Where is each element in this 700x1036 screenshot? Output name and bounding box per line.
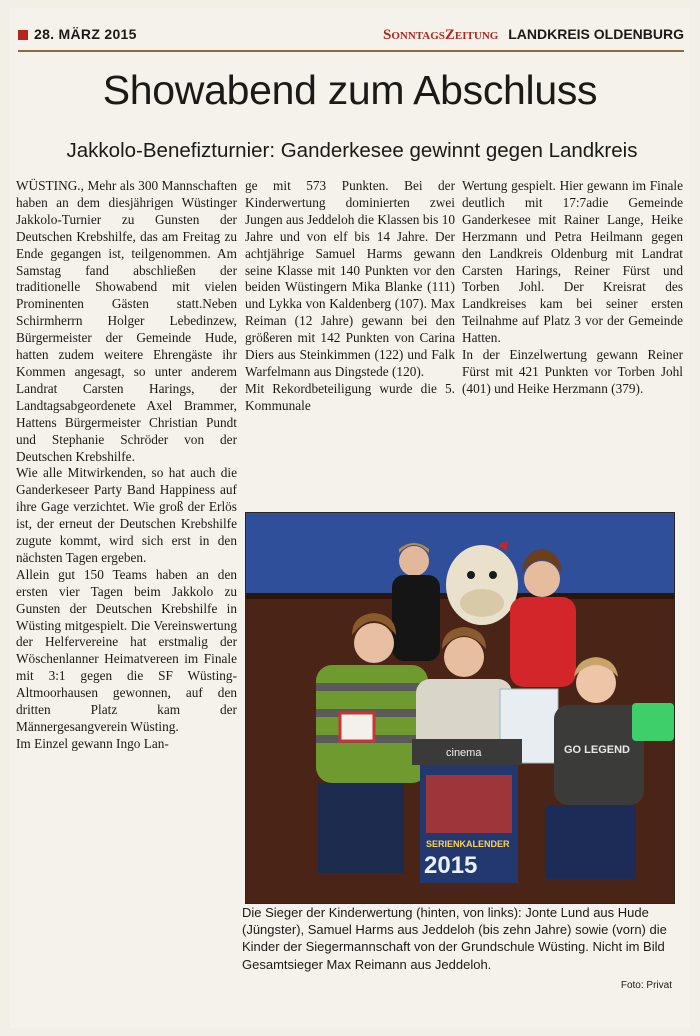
child-face xyxy=(354,623,394,663)
sweater-stripe xyxy=(316,683,428,691)
box-label: cinema xyxy=(446,747,482,759)
article-column-1 xyxy=(16,178,237,1003)
child-jacket xyxy=(392,575,440,661)
held-box xyxy=(340,713,374,741)
winners-photo xyxy=(245,512,675,904)
paragraph: Allein gut 150 Teams haben an den ersten vier Tagen beim Jakkolo zu Gunsten der Deutschen Krebshilfe in Wüsting mitgespielt. Die Vereinswertung der Helfervereine hat erstmalig der Wöschenlanner Heimatvereen im Finale mit 3:1 gegen die SF Wüsting-Altmoorhausen gewonnen, auf den dritten Platz kam der Männergesangverein Wüsting. xyxy=(16,566,237,734)
article-column-3 xyxy=(462,178,683,508)
calendar-year: 2015 xyxy=(424,852,478,879)
plush-snout xyxy=(460,589,504,617)
issue-date: 28. MÄRZ 2015 xyxy=(34,26,137,42)
child-face xyxy=(444,637,484,677)
child-face xyxy=(524,561,560,597)
paragraph: In der Einzelwertung gewann Reiner Fürst mit 421 Punkten vor Torben Johl (401) und Heike Herzmann (379). xyxy=(462,347,683,396)
plush-eye xyxy=(467,571,475,579)
brand xyxy=(383,26,684,44)
child-face xyxy=(399,546,429,576)
red-square-marker xyxy=(18,30,28,40)
photo-credit: Foto: Privat xyxy=(620,980,672,991)
child-jeans xyxy=(546,805,636,879)
paragraph: Wertung gespielt. Hier gewann im Finale deutlich mit 17:7adie Gemeinde Ganderkesee mit Rainer Lange, Heike Herzmann und Petra Heilmann gegen den Landkreis Oldenburg mit Landrat Carsten Harings, Reiner Fürst und Torben Johl. Der Kreisrat des Landkreises kam bei seiner ersten Teilnahme auf Platz 3 vor der Gemeinde Hatten. xyxy=(462,178,683,346)
newspaper-page xyxy=(10,8,690,1028)
region-name: LANDKREIS OLDENBURG xyxy=(508,26,684,42)
calendar-art xyxy=(426,775,512,833)
paragraph: ge mit 573 Punkten. Bei der Kinderwertung dominierten zwei Jungen aus Jeddeloh die Klassen bis 10 Jahre und von elf bis 14 Jahre. Der achtjährige Samuel Harms gewann seine Klasse mit 140 Punkten vor den beiden Wüstingern Mika Blanke (111) und Lykka von Kaldenberg (107). Max Reiman (12 Jahre) gewann bei den größeren mit 142 Punkten von Carina Diers aus Steinkimmen (122) und Falk Warfelmann aus Dingstede (120). xyxy=(245,178,455,379)
photo-illustration xyxy=(246,513,674,903)
paragraph: WÜSTING., Mehr als 300 Mannschaften haben an dem diesjährigen Wüstinger Jakkolo-Turnier zu Gunsten der Deutschen Krebshilfe, das am Freitag zu Ende gegangen ist, teilgenommen. Am Samstag fand abschließen der traditionelle Showabend mit vielen Prominenten Gästen statt.Neben Schirmherrn Holger Lebedinzew, Bürgermeister der Gemeinde Hude, hatten zudem weitere Ehrengäste ihr Kommen angesagt, so unter anderem Landrat Carsten Harings, der Landtagsabgeordenete Axel Brammer, Hattens Bürgermeister Christian Pundt und Stephanie Schröder von der Deutschen Krebshilfe. xyxy=(16,178,237,464)
masthead xyxy=(18,24,684,52)
paragraph: Wie alle Mitwirkenden, so hat auch die Ganderkeseer Party Band Happiness auf ihre Gage verzichtet. Wie groß der Erlös ist, der erneut der Deutschen Krebshilfe zugute kommt, wird sich erst in den nächsten Tagen ergeben. xyxy=(16,465,237,565)
shirt-print: GO LEGEND xyxy=(564,744,631,756)
headline: Showabend zum Abschluss xyxy=(102,67,598,113)
photo-caption: Die Sieger der Kinderwertung (hinten, von links): Jonte Lund aus Hude (Jüngster), Samuel Harms aus Jeddeloh (bis zehn Jahre) sowie (vorn) die Kinder der Siegermannschaft von der Grundschule Wüsting. Nicht im Bild Gesamtsieger Max Reimann aus Jeddeloh. xyxy=(242,905,667,972)
child-jeans xyxy=(318,783,404,873)
paper-name: SonntagsZeitung xyxy=(383,27,499,43)
plush-eye xyxy=(489,571,497,579)
paragraph: Mit Rekordbeteiligung wurde die 5. Kommunale xyxy=(245,380,455,413)
paragraph: Im Einzel gewann Ingo Lan- xyxy=(16,735,169,751)
child-sweater xyxy=(510,597,576,687)
green-lunchbox xyxy=(632,703,674,741)
calendar-title: SERIENKALENDER xyxy=(426,839,510,849)
subheadline: Jakkolo-Benefizturnier: Ganderkesee gewinnt gegen Landkreis xyxy=(66,139,638,162)
article-column-2 xyxy=(245,178,455,508)
